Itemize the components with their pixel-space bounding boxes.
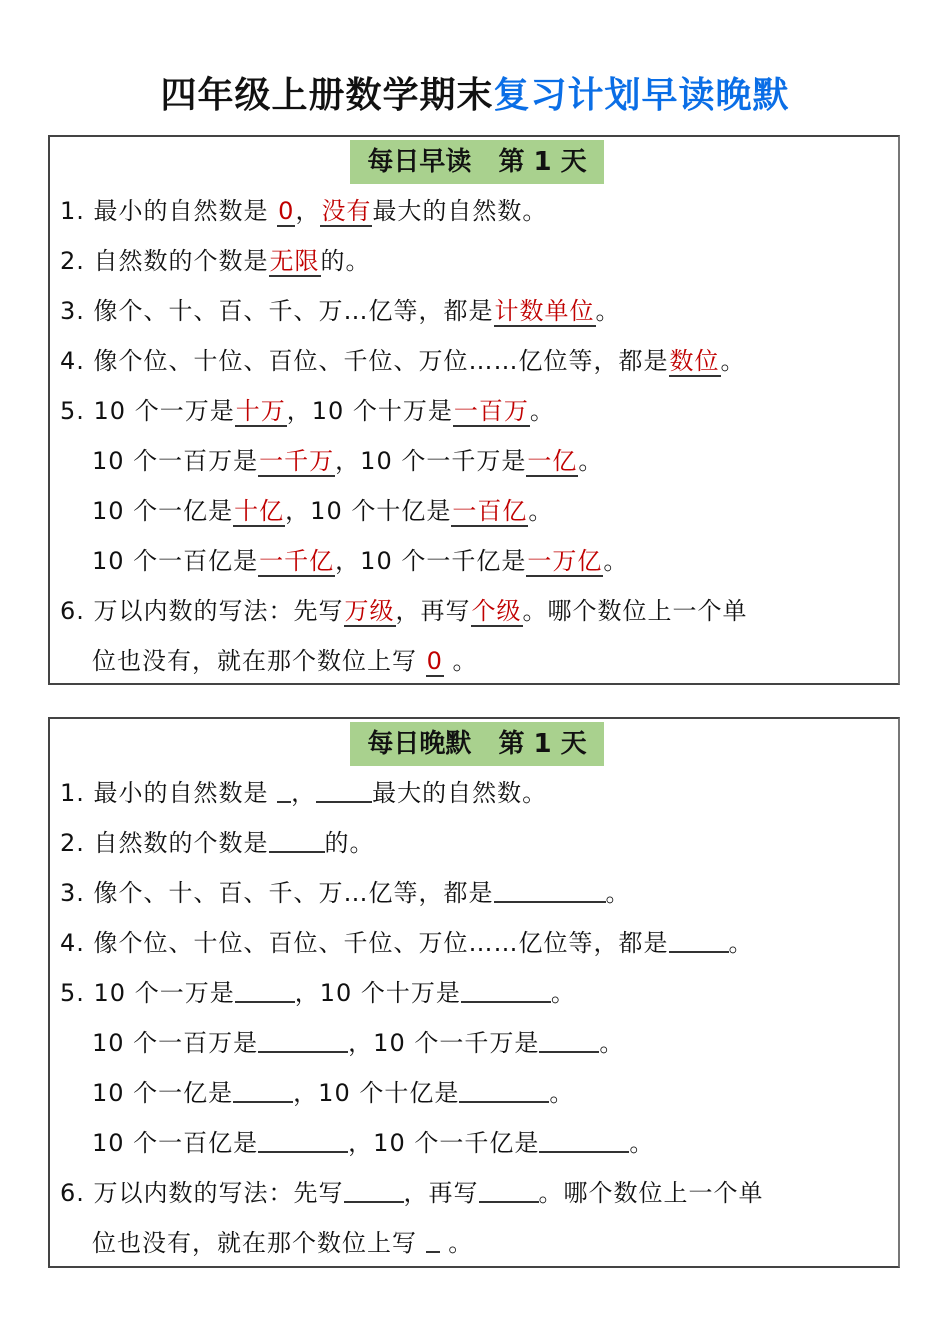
blank[interactable] — [539, 1027, 599, 1053]
morning-item-6a: 6. 万以内数的写法：先写万级，再写个级。哪个数位上一个单 — [60, 597, 748, 625]
evening-item-1: 1. 最小的自然数是 ， 最大的自然数。 — [60, 779, 548, 807]
answer: 万级 — [344, 597, 395, 625]
evening-dictation-box — [48, 717, 900, 1268]
evening-item-3: 3. 像个、十、百、千、万…亿等，都是 。 — [60, 879, 631, 907]
answer: 一亿 — [527, 447, 578, 475]
evening-item-6b: 位也没有，就在那个数位上写 。 — [92, 1229, 474, 1257]
blank[interactable] — [233, 1077, 293, 1103]
answer: 十万 — [235, 397, 286, 425]
blank[interactable] — [461, 977, 551, 1003]
answer: 0 — [278, 197, 295, 225]
answer: 计数单位 — [494, 297, 595, 325]
answer: 一千万 — [259, 447, 335, 475]
evening-item-5b: 10 个一百万是 ，10 个一千万是 。 — [92, 1029, 625, 1057]
morning-item-3: 3. 像个、十、百、千、万…亿等，都是计数单位。 — [60, 297, 621, 325]
blank[interactable] — [494, 877, 606, 903]
page-title — [0, 72, 950, 120]
evening-item-5a: 5. 10 个一万是 ，10 个十万是 。 — [60, 979, 576, 1007]
answer: 数位 — [669, 347, 720, 375]
answer: 一百亿 — [452, 497, 528, 525]
morning-item-6b: 位也没有，就在那个数位上写 0 。 — [92, 647, 478, 675]
morning-item-2: 2. 自然数的个数是无限的。 — [60, 247, 371, 275]
blank[interactable] — [258, 1027, 348, 1053]
blank[interactable] — [426, 1227, 440, 1253]
blank[interactable] — [344, 1177, 404, 1203]
evening-item-2: 2. 自然数的个数是 的。 — [60, 829, 375, 857]
title-blue: 复习计划早读晚默 — [493, 75, 790, 116]
morning-item-4: 4. 像个位、十位、百位、千位、万位……亿位等，都是数位。 — [60, 347, 746, 375]
morning-item-5c: 10 个一亿是十亿，10 个十亿是一百亿。 — [92, 497, 554, 525]
morning-header: 每日早读 第 1 天 — [350, 140, 604, 184]
answer: 0 — [426, 647, 443, 675]
blank[interactable] — [277, 777, 291, 803]
blank[interactable] — [235, 977, 295, 1003]
evening-item-5d: 10 个一百亿是 ，10 个一千亿是 。 — [92, 1129, 655, 1157]
morning-item-5d: 10 个一百亿是一千亿，10 个一千亿是一万亿。 — [92, 547, 629, 575]
blank[interactable] — [539, 1127, 629, 1153]
evening-item-4: 4. 像个位、十位、百位、千位、万位……亿位等，都是 。 — [60, 929, 754, 957]
blank[interactable] — [269, 827, 325, 853]
morning-item-5a: 5. 10 个一万是十万，10 个十万是一百万。 — [60, 397, 555, 425]
blank[interactable] — [258, 1127, 348, 1153]
answer: 一百万 — [453, 397, 529, 425]
morning-item-1: 1. 最小的自然数是 0，没有最大的自然数。 — [60, 197, 548, 225]
blank[interactable] — [479, 1177, 539, 1203]
morning-item-5b: 10 个一百万是一千万，10 个一千万是一亿。 — [92, 447, 604, 475]
answer: 十亿 — [234, 497, 285, 525]
blank[interactable] — [459, 1077, 549, 1103]
answer: 个级 — [471, 597, 522, 625]
evening-header: 每日晚默 第 1 天 — [350, 722, 604, 766]
answer: 一万亿 — [527, 547, 603, 575]
title-black: 四年级上册数学期末 — [160, 75, 494, 116]
answer: 无限 — [269, 247, 320, 275]
morning-reading-box — [48, 135, 900, 685]
blank[interactable] — [669, 927, 729, 953]
answer: 没有 — [321, 197, 372, 225]
evening-item-6a: 6. 万以内数的写法：先写 ，再写 。哪个数位上一个单 — [60, 1179, 764, 1207]
answer: 一千亿 — [259, 547, 335, 575]
evening-item-5c: 10 个一亿是 ，10 个十亿是 。 — [92, 1079, 575, 1107]
blank[interactable] — [316, 777, 372, 803]
